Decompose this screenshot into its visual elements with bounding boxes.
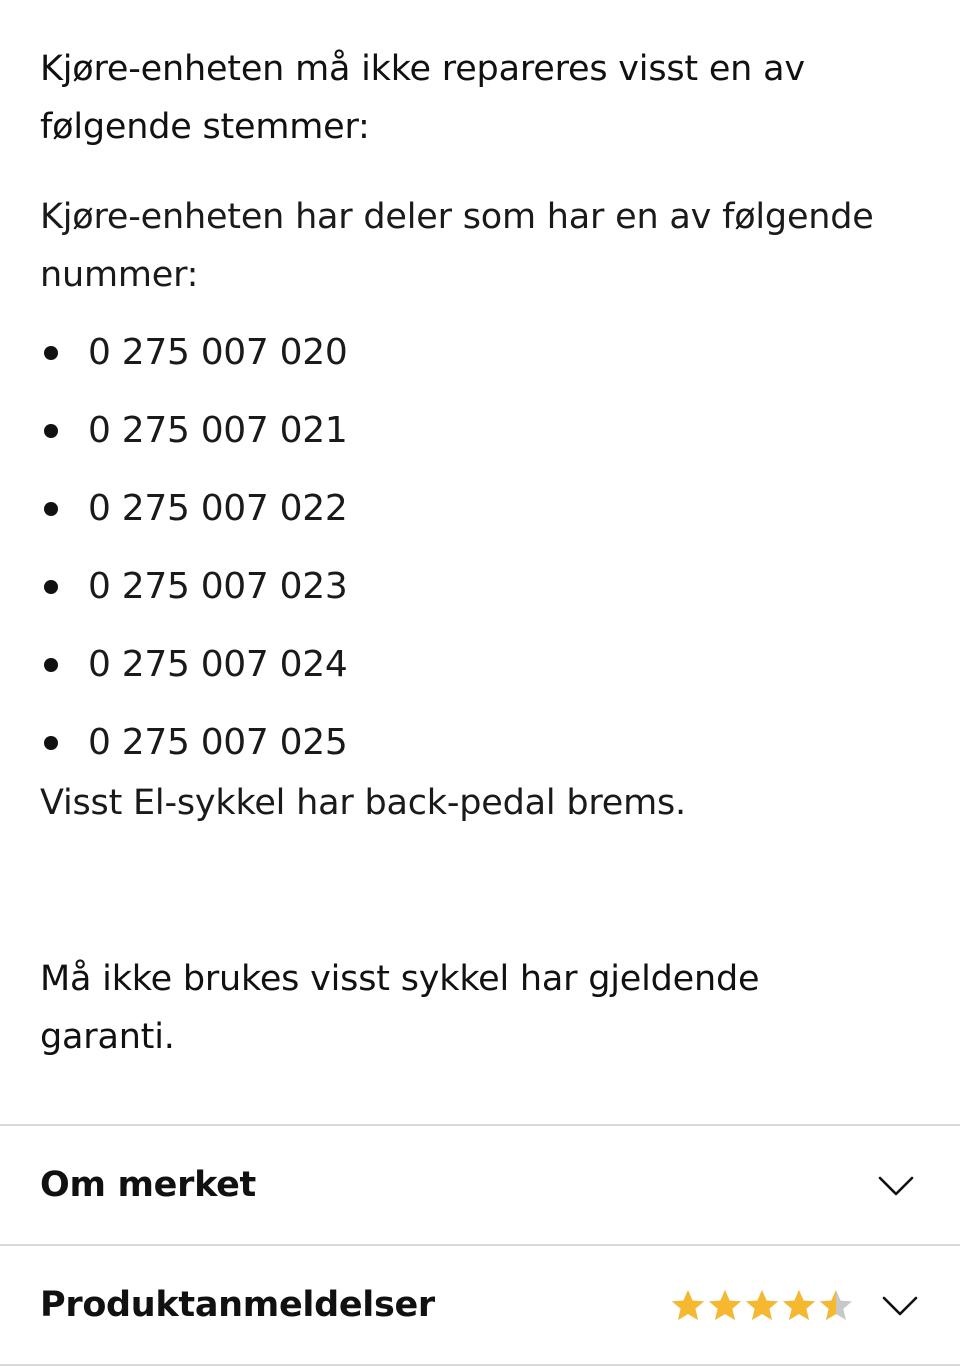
part-number: 0 275 007 021	[88, 410, 348, 451]
bullet-icon	[44, 658, 58, 672]
bullet-icon	[44, 580, 58, 594]
part-number: 0 275 007 024	[88, 644, 348, 685]
part-number: 0 275 007 023	[88, 566, 348, 607]
list-item	[40, 556, 347, 634]
back-pedal-note: Visst El-sykkel har back-pedal brems.	[40, 783, 686, 823]
list-item	[40, 478, 347, 556]
bullet-icon	[44, 346, 58, 360]
warranty-heading: Må ikke brukes visst sykkel har gjeldende garanti.	[40, 959, 760, 1057]
star-icon	[670, 1288, 706, 1322]
chevron-down-icon[interactable]	[878, 1176, 914, 1196]
part-number: 0 275 007 020	[88, 332, 348, 373]
list-item	[40, 634, 347, 712]
rating-stars	[670, 1246, 855, 1364]
requirements-heading: Kjøre-enheten må ikke repareres visst en av følgende stemmer:	[40, 49, 805, 147]
list-item	[40, 322, 347, 400]
part-number-list	[40, 322, 347, 790]
star-icon	[707, 1288, 743, 1322]
chevron-down-icon[interactable]	[882, 1296, 918, 1316]
part-number: 0 275 007 022	[88, 488, 348, 529]
accordion-about-brand[interactable]	[0, 1126, 960, 1244]
bullet-icon	[44, 502, 58, 516]
accordion-reviews[interactable]	[0, 1246, 960, 1364]
accordion-about-brand-label: Om merket	[40, 1165, 256, 1205]
bullet-icon	[44, 424, 58, 438]
accordion-reviews-label: Produktanmeldelser	[40, 1285, 435, 1325]
list-item	[40, 400, 347, 478]
star-icon	[818, 1288, 854, 1322]
star-icon	[781, 1288, 817, 1322]
star-icon	[744, 1288, 780, 1322]
bullet-icon	[44, 736, 58, 750]
divider	[0, 1364, 960, 1366]
requirements-intro: Kjøre-enheten har deler som har en av følgende nummer:	[40, 197, 874, 295]
part-number: 0 275 007 025	[88, 722, 348, 763]
